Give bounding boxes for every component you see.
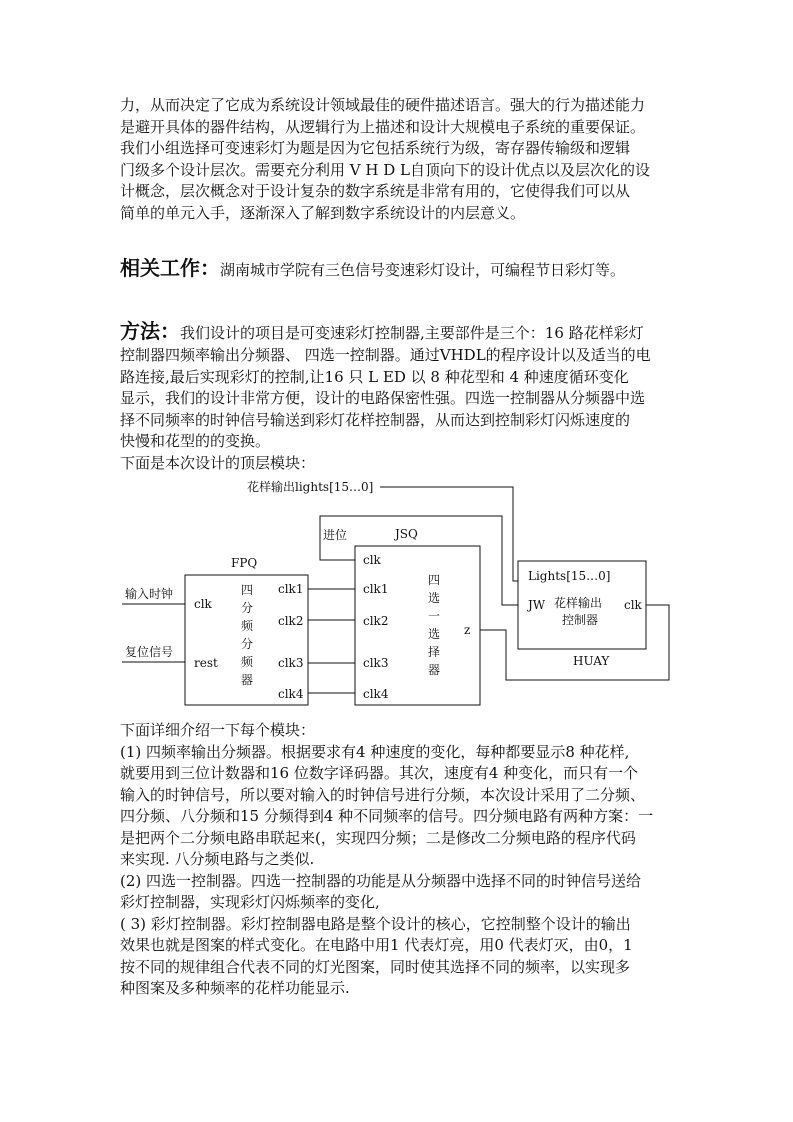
fpq-name-char: 器 — [241, 673, 254, 687]
top-level-block-diagram — [0, 470, 793, 720]
carry-feedback-wire — [320, 516, 518, 605]
details-line: (2) 四选一控制器。四选一控制器的功能是从分频器中选择不同的时钟信号送给 — [120, 871, 642, 890]
reset-label: 复位信号 — [125, 645, 174, 659]
details-line: 四分频、八分频和15 分频得到4 种不同频率的信号。四分频电路有两种方案：一 — [120, 807, 654, 825]
method-line: 快慢和花型的的变换。 — [120, 432, 271, 450]
details-line: 就要用到三位计数器和16 位数字译码器。其次，速度有4 种变化，而只有一个 — [120, 764, 639, 782]
details-line: 来实现. 八分频电路与之类似. — [120, 850, 315, 868]
details-paragraph — [120, 720, 680, 1000]
intro-paragraph — [120, 95, 680, 224]
jsq-port-clk: clk — [363, 553, 381, 567]
fpq-port-rest: rest — [194, 656, 218, 670]
fpq-name-char: 四 — [241, 583, 254, 597]
method-first-line: 我们设计的项目是可变速彩灯控制器,主要部件是三个：16 路花样彩灯 — [180, 324, 644, 342]
details-line: 按不同的规律组合代表不同的灯光图案，同时使其选择不同的频率，以实现多 — [120, 957, 631, 976]
carry-label: 进位 — [323, 528, 348, 542]
lights-output-label: 花样输出lights[15…0] — [247, 480, 374, 494]
fpq-port-clk3: clk3 — [278, 656, 304, 670]
jsq-name-char: 器 — [428, 663, 441, 677]
details-line: ( 3) 彩灯控制器。彩灯控制器电路是整个设计的核心，它控制整个设计的输出 — [120, 914, 631, 933]
jsq-name-char: 择 — [428, 645, 441, 659]
input-clock-label: 输入时钟 — [125, 587, 174, 601]
intro-line: 简单的单元入手，逐渐深入了解到数字系统设计的内层意义。 — [120, 203, 526, 222]
intro-line: 是避开具体的器件结构，从逻辑行为上描述和设计大规模电子系统的重要保证。 — [120, 117, 646, 136]
fpq-name-char: 频 — [241, 655, 254, 669]
details-line: 是把两个二分频电路串联起来(，实现四分频；二是修改二分频电路的程序代码 — [120, 828, 636, 847]
jsq-title: JSQ — [395, 527, 418, 541]
jsq-port-clk2: clk2 — [363, 614, 389, 628]
jsq-name-char: 选 — [428, 591, 441, 605]
fpq-port-clk: clk — [194, 597, 212, 611]
details-line: 输入的时钟信号，所以要对输入的时钟信号进行分频，本次设计采用了二分频、 — [120, 785, 646, 804]
intro-line: 计概念，层次概念对于设计复杂的数字系统是非常有用的，它使得我们可以从 — [120, 182, 631, 200]
method-line: 择不同频率的时钟信号输送到彩灯花样控制器，从而达到控制彩灯闪烁速度的 — [120, 410, 631, 429]
method-heading: 方法： — [120, 319, 180, 343]
fpq-port-clk2: clk2 — [278, 614, 304, 628]
jsq-name-char: 一 — [428, 609, 441, 623]
intro-line: 力，从而决定了它成为系统设计领域最佳的硬件描述语言。强大的行为描述能力 — [120, 96, 646, 114]
details-line: (1) 四频率输出分频器。根据要求有4 种速度的变化，每种都要显示8 种花样, — [120, 742, 630, 761]
intro-line: 我们小组选择可变速彩灯为题是因为它包括系统行为级，寄存器传输级和逻辑 — [120, 139, 631, 157]
jsq-port-z: z — [464, 623, 471, 637]
huay-name-line: 控制器 — [562, 613, 599, 627]
jsq-name-char: 选 — [428, 627, 441, 641]
method-line: 下面是本次设计的顶层模块： — [120, 453, 316, 472]
related-work-text: 湖南城市学院有三色信号变速彩灯设计，可编程节日彩灯等。 — [220, 261, 626, 279]
fpq-name-char: 分 — [241, 601, 254, 615]
fpq-name-char: 频 — [241, 619, 254, 633]
details-line: 效果也就是图案的样式变化。在电路中用1 代表灯亮，用0 代表灯灭，由0，1 — [120, 936, 633, 954]
fpq-port-clk1: clk1 — [278, 582, 304, 596]
fpq-name-char: 分 — [241, 637, 254, 651]
method-line: 显示，我们的设计非常方便，设计的电路保密性强。四选一控制器从分频器中选 — [120, 389, 646, 407]
intro-line: 门级多个设计层次。需要充分利用 V H D L自顶向下的设计优点以及层次化的设 — [120, 160, 650, 179]
details-line: 彩灯控制器，实现彩灯闪烁频率的变化, — [120, 893, 380, 911]
huay-port-jw: JW — [528, 598, 546, 612]
huay-port-clk: clk — [624, 598, 642, 612]
huay-name-line: 花样输出 — [554, 596, 603, 610]
method-line: 控制器四频率输出分频器、 四选一控制器。通过VHDL的程序设计以及适当的电 — [120, 346, 651, 364]
jsq-name-char: 四 — [428, 573, 441, 587]
huay-port-lights: Lights[15…0] — [528, 569, 611, 583]
details-line: 种图案及多种频率的花样功能显示. — [120, 979, 350, 997]
jsq-port-clk4: clk4 — [363, 687, 389, 701]
huay-title: HUAY — [573, 654, 610, 668]
method-line: 路连接,最后实现彩灯的控制,让16 只 L ED 以 8 种花型和 4 种速度循环变化 — [120, 367, 629, 386]
fpq-title: FPQ — [231, 556, 258, 570]
fpq-port-clk4: clk4 — [278, 687, 304, 701]
method-paragraph — [120, 345, 680, 474]
related-work-heading: 相关工作： — [120, 256, 220, 280]
details-line: 下面详细介绍一下每个模块： — [120, 721, 316, 739]
related-work-section — [120, 252, 625, 281]
method-section-heading-line — [120, 315, 644, 344]
jsq-port-clk1: clk1 — [363, 582, 389, 596]
jsq-port-clk3: clk3 — [363, 656, 389, 670]
